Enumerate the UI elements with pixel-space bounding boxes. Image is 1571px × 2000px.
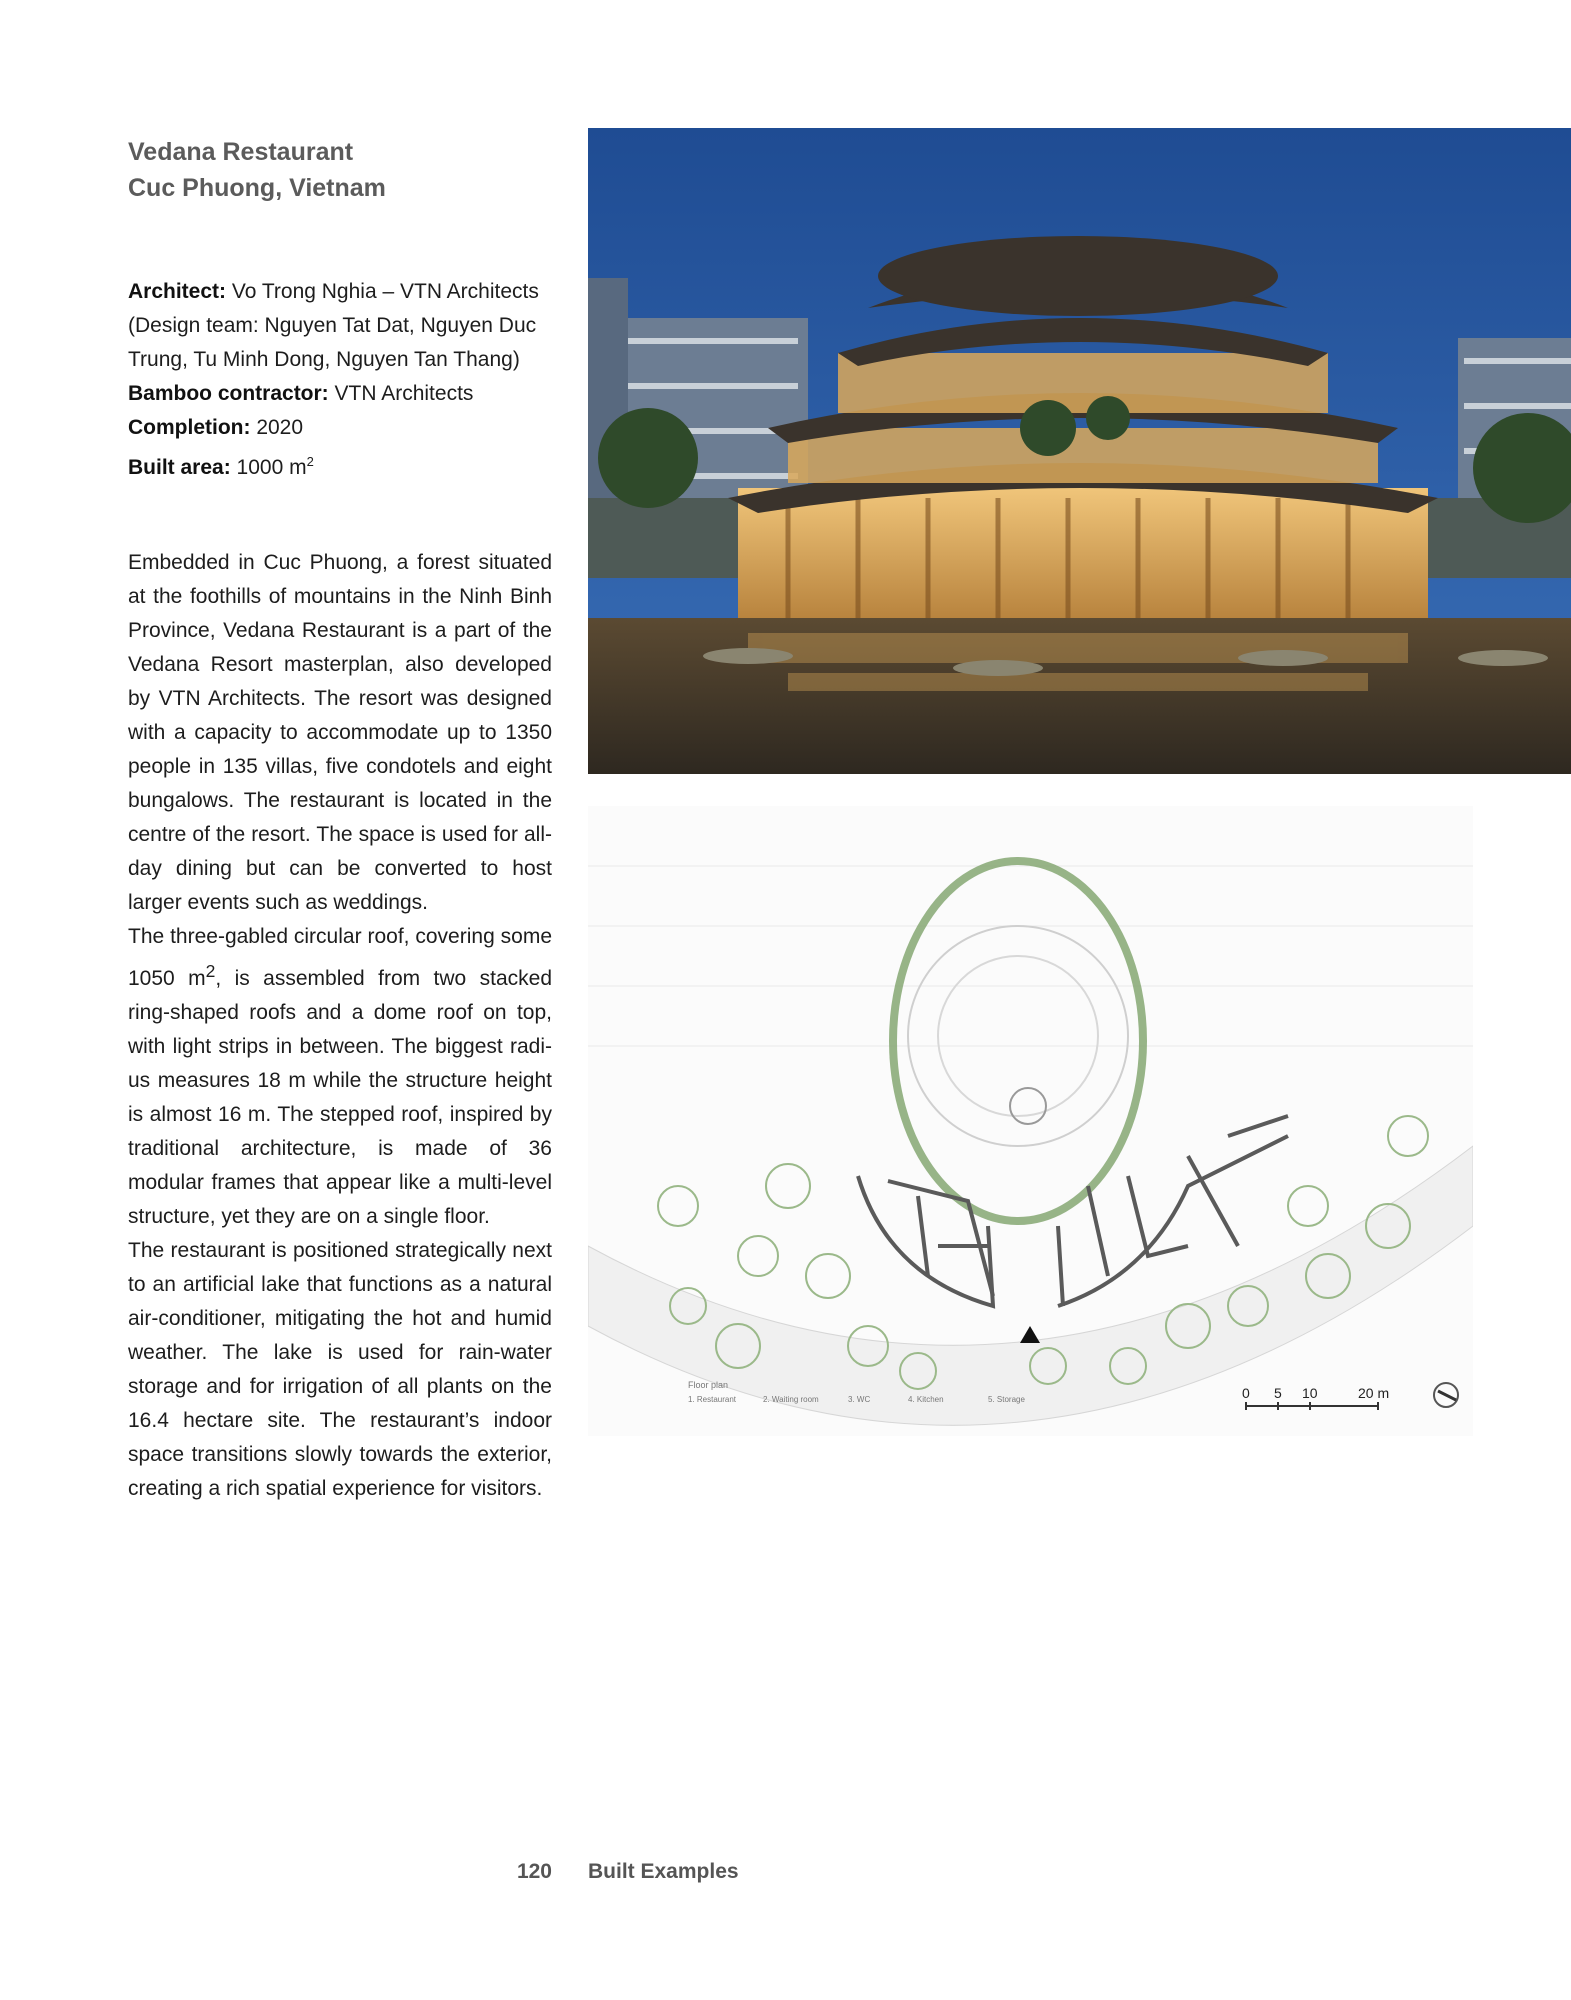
floor-plan-drawing [588, 806, 1473, 1436]
scale-label: 10 [1302, 1385, 1318, 1401]
architect-label: Architect: [128, 280, 227, 303]
project-title: Vedana Restaurant [128, 138, 354, 166]
bamboo-contractor-value: VTN Architects [334, 382, 474, 405]
section-title: Built Examples [588, 1860, 739, 1883]
paragraph-roof-superscript: 2 [205, 961, 216, 981]
completion-credit [128, 411, 568, 445]
restaurant-photo-illustration [588, 128, 1571, 774]
built-area-credit [128, 445, 568, 485]
scale-label: 0 [1242, 1385, 1250, 1401]
paragraph-intro: Embedded in Cuc Phuong, a forest situated at the foothills of mountains in the Ninh Binh Province, Vedana Restaurant is a part of the Vedana Resort masterplan, also developed by VTN Architects. The resort was designed with a capacity to accommodate up to 1350 people in 135 villas, five condotels and eight bungalows. The restaurant is located in the centre of the resort. The space is used for all-day dining but can be converted to host larger events such as weddings. [128, 551, 552, 914]
scale-label: 20 m [1358, 1385, 1390, 1401]
bamboo-contractor-label: Bamboo contractor: [128, 382, 329, 405]
plan-legend-title: Floor plan [688, 1380, 729, 1390]
built-area-label: Built area: [128, 456, 231, 479]
legend-item: 3. WC [848, 1395, 871, 1404]
title-block [128, 134, 568, 206]
completion-label: Completion: [128, 416, 251, 439]
legend-item: 5. Storage [988, 1395, 1025, 1404]
paragraph-roof-part2: , is assembled from two stacked ring-shaped roofs and a dome roof on top, with light strips in between. The biggest radi-us measures 18 m while the structure height is almost 16 m. The stepped roof, inspired by traditional architecture, is made of 36 modular frames that appear like a multi-level structure, yet they are on a single floor. [128, 967, 553, 1228]
paragraph-roof-part1: The three-gabled circular roof, covering some 1050 m [128, 925, 552, 990]
project-location: Cuc Phuong, Vietnam [128, 174, 386, 202]
scale-label: 5 [1274, 1385, 1282, 1401]
legend-item: 4. Kitchen [908, 1395, 944, 1404]
built-area-value: 1000 m [236, 456, 307, 479]
project-credits [128, 275, 568, 485]
architect-value: Vo Trong Nghia – VTN Architects (Design team: Nguyen Tat Dat, Nguyen Duc Trung, Tu Minh Dong, Nguyen Tan Thang) [128, 280, 539, 371]
page-footer [0, 1860, 1571, 1890]
restaurant-photo [588, 128, 1571, 774]
completion-value: 2020 [256, 416, 304, 439]
architect-credit [128, 275, 568, 377]
page-number: 120 [516, 1860, 552, 1883]
legend-item: 1. Restaurant [688, 1395, 737, 1404]
built-area-superscript: 2 [306, 454, 314, 469]
bamboo-contractor-credit [128, 377, 568, 411]
paragraph-lake: The restaurant is positioned strategically next to an artificial lake that functions as a natural air-conditioner, mitigating the hot and humid weather. The lake is used for rain-water storage and for irrigation of all plants on the 16.4 hectare site. The restaurant’s indoor space transitions slowly towards the exterior, creating a rich spatial experience for visitors. [128, 1239, 552, 1500]
floor-plan [588, 806, 1473, 1436]
body-text [128, 546, 552, 1506]
legend-item: 2. Waiting room [763, 1395, 819, 1404]
paragraph-roof [128, 920, 552, 1234]
